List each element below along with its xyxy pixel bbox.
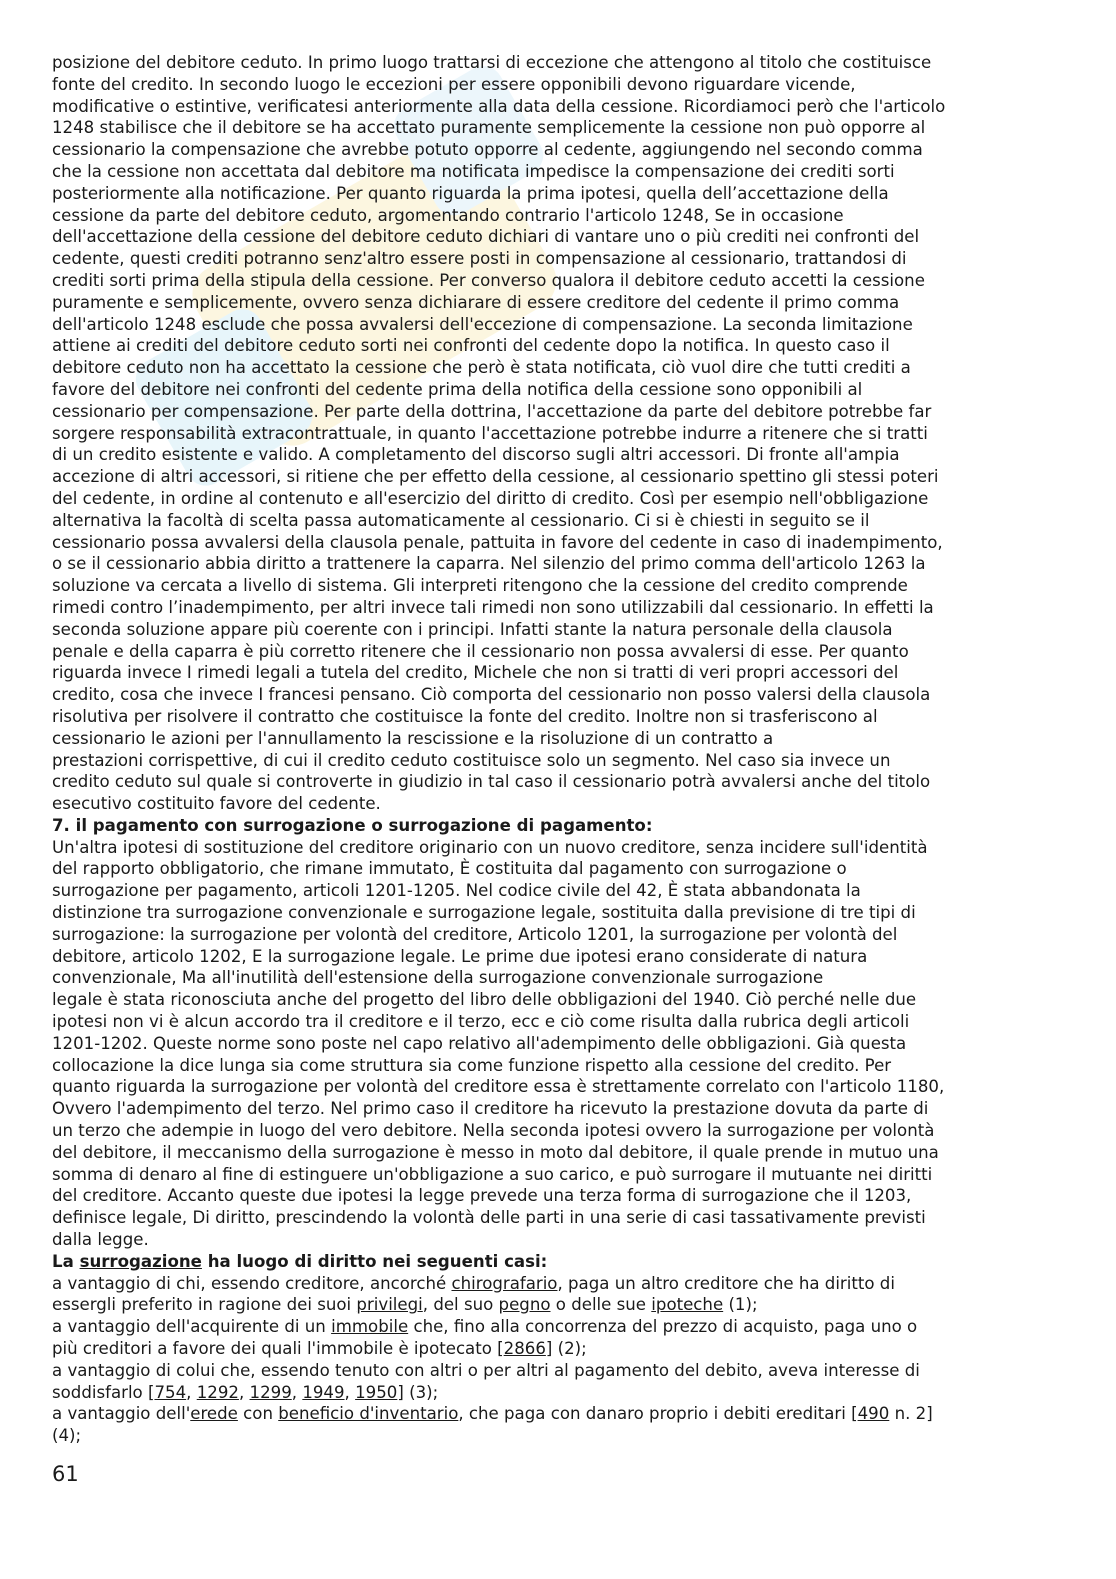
text-line: o se il cessionario abbia diritto a trattenere la caparra. Nel silenzio del primo comma dell'articolo 1263 la bbox=[52, 554, 926, 574]
list-line bbox=[52, 1273, 1062, 1295]
text-line: penale e della caparra è più corretto ritenere che il cessionario non possa avvalersi di esse. Per quanto bbox=[52, 641, 909, 661]
list-line bbox=[52, 1360, 1062, 1382]
list-text-segment: , che paga con danaro proprio i debiti ereditari [ bbox=[458, 1404, 858, 1424]
list-text-segment: , bbox=[344, 1382, 356, 1402]
list-line bbox=[52, 1294, 1062, 1316]
text-line: crediti sorti prima della stipula della cessione. Per converso qualora il debitore ceduto accetti la cessione bbox=[52, 270, 925, 290]
list-text-segment: , paga un altro creditore che ha diritto di bbox=[557, 1273, 895, 1293]
text-line: surrogazione per pagamento, articoli 1201-1205. Nel codice civile del 42, È stata abbandonata la bbox=[52, 881, 861, 901]
text-line: cedente, questi crediti potranno senz'altro essere posti in compensazione al cessionario, trattandosi di bbox=[52, 249, 907, 269]
reference-link[interactable]: 1950 bbox=[355, 1382, 398, 1402]
text-line: posizione del debitore ceduto. In primo luogo trattarsi di eccezione che attengono al titolo che costituisce bbox=[52, 53, 932, 72]
text-line: prestazioni corrispettive, di cui il credito ceduto costituisce solo un segmento. Nel caso sia invece un bbox=[52, 750, 891, 770]
reference-link[interactable]: immobile bbox=[331, 1317, 409, 1337]
list-text-segment: ] (3); bbox=[397, 1382, 439, 1402]
list-line bbox=[52, 1403, 1062, 1425]
reference-link[interactable]: 1292 bbox=[196, 1382, 239, 1402]
text-line: accezione di altri accessori, si ritiene che per effetto della cessione, al cessionario spettino gli stessi poteri bbox=[52, 467, 939, 487]
text-line: cessionario per compensazione. Per parte della dottrina, l'accettazione da parte del debitore potrebbe far bbox=[52, 401, 932, 421]
text-line: fonte del credito. In secondo luogo le eccezioni per essere opponibili devono riguardare vicende, bbox=[52, 74, 856, 94]
reference-link[interactable]: 1299 bbox=[249, 1382, 292, 1402]
reference-link[interactable]: 490 bbox=[857, 1404, 890, 1424]
text-line: cessionario la compensazione che avrebbe potuto opporre al cedente, aggiungendo nel secondo comma bbox=[52, 140, 923, 160]
list-heading-post: ha luogo di diritto nei seguenti casi: bbox=[201, 1251, 548, 1271]
text-line: riguarda invece I rimedi legali a tutela del credito, Michele che non si tratti di veri propri accessori del bbox=[52, 663, 899, 683]
text-line: 1248 stabilisce che il debitore se ha accettato puramente semplicemente la cessione non può opporre al bbox=[52, 118, 926, 138]
text-line: 1201-1202. Queste norme sono poste nel capo relativo all'adempimento delle obbligazioni. Già questa bbox=[52, 1033, 907, 1053]
text-line: surrogazione: la surrogazione per volontà del creditore, Articolo 1201, la surrogazione per volontà del bbox=[52, 924, 898, 944]
list-line bbox=[52, 1425, 1062, 1447]
cases-list bbox=[52, 1273, 1062, 1447]
list-text-segment: (4); bbox=[52, 1426, 82, 1446]
list-text-segment: a vantaggio dell' bbox=[52, 1404, 191, 1424]
list-line bbox=[52, 1382, 1062, 1404]
text-line: quanto riguarda la surrogazione per volontà del creditore essa è strettamente correlato con l'articolo 1180, bbox=[52, 1077, 945, 1097]
text-line: cessione da parte del debitore ceduto, argomentando contrario l'articolo 1248, Se in occasione bbox=[52, 205, 844, 225]
list-text-segment: , bbox=[186, 1382, 197, 1402]
list-heading bbox=[52, 1251, 1062, 1273]
text-line: seconda soluzione appare più coerente con i principi. Infatti stante la natura personale della clausola bbox=[52, 619, 893, 639]
text-line: credito ceduto sul quale si controverte in giudizio in tal caso il cessionario potrà avvalersi anche del titolo bbox=[52, 772, 931, 792]
text-line: del creditore. Accanto queste due ipotesi la legge prevede una terza forma di surrogazione che il 1203, bbox=[52, 1186, 912, 1206]
text-line: posteriormente alla notificazione. Per quanto riguarda la prima ipotesi, quella dell’accettazione della bbox=[52, 183, 889, 203]
text-line: del rapporto obbligatorio, che rimane immutato, È costituita dal pagamento con surrogazione o bbox=[52, 859, 847, 879]
list-heading-pre: La bbox=[52, 1251, 80, 1271]
text-line: Un'altra ipotesi di sostituzione del creditore originario con un nuovo creditore, senza incidere sull'identità bbox=[52, 837, 928, 857]
list-text-segment: (1); bbox=[723, 1295, 758, 1315]
text-line: cessionario le azioni per l'annullamento la rescissione e la risoluzione di un contratto a bbox=[52, 728, 774, 748]
text-line: rimedi contro l’inadempimento, per altri invece tali rimedi non sono utilizzabili dal cessionario. In effetti la bbox=[52, 597, 934, 617]
reference-link[interactable]: beneficio d'inventario bbox=[278, 1404, 459, 1424]
text-line: distinzione tra surrogazione convenzionale e surrogazione legale, sostituita dalla previsione di tre tipi di bbox=[52, 903, 916, 923]
list-line bbox=[52, 1338, 1062, 1360]
text-line: alternativa la facoltà di scelta passa automaticamente al cessionario. Ci si è chiesti in seguito se il bbox=[52, 510, 870, 530]
reference-link[interactable]: privilegi bbox=[356, 1295, 423, 1315]
text-line: cessionario possa avvalersi della clausola penale, pattuita in favore del cedente in caso di inadempimento, bbox=[52, 532, 943, 552]
text-line: soluzione va cercata a livello di sistema. Gli interpreti ritengono che la cessione del credito comprende bbox=[52, 576, 908, 596]
reference-link[interactable]: erede bbox=[190, 1404, 238, 1424]
list-text-segment: con bbox=[237, 1404, 279, 1424]
list-text-segment: a vantaggio dell'acquirente di un bbox=[52, 1317, 332, 1337]
section-paragraph bbox=[52, 837, 1062, 1251]
text-line: sorgere responsabilità extracontrattuale, in quanto l'accettazione potrebbe indurre a ritenere che si tratti bbox=[52, 423, 928, 443]
text-line: dell'accettazione della cessione del debitore ceduto dichiari di vantare uno o più crediti nei confronti del bbox=[52, 227, 920, 247]
text-line: del cedente, in ordine al contenuto e all'esercizio del diritto di credito. Così per esempio nell'obbligazione bbox=[52, 488, 929, 508]
list-text-segment: , bbox=[238, 1382, 250, 1402]
reference-link[interactable]: 754 bbox=[154, 1382, 187, 1402]
text-line: del debitore, il meccanismo della surrogazione è messo in moto dal debitore, il quale prende in mutuo una bbox=[52, 1142, 939, 1162]
reference-link[interactable]: 2866 bbox=[503, 1339, 546, 1359]
text-line: esecutivo costituito favore del cedente. bbox=[52, 794, 381, 814]
list-text-segment: a vantaggio di chi, essendo creditore, ancorché bbox=[52, 1273, 452, 1293]
list-text-segment: , bbox=[291, 1382, 303, 1402]
text-line: puramente e semplicemente, ovvero senza dichiarare di essere creditore del cedente il primo comma bbox=[52, 292, 900, 312]
text-line: un terzo che adempie in luogo del vero debitore. Nella seconda ipotesi ovvero la surrogazione per volontà bbox=[52, 1121, 935, 1141]
text-line: attiene ai crediti del debitore ceduto sorti nei confronti del cedente dopo la notifica. In questo caso il bbox=[52, 336, 890, 356]
text-line: debitore ceduto non ha accettato la cessione che però è stata notificata, ciò vuol dire che tutti crediti a bbox=[52, 358, 911, 378]
text-line: dell'articolo 1248 esclude che possa avvalersi dell'eccezione di compensazione. La seconda limitazione bbox=[52, 314, 913, 334]
surrogazione-link[interactable]: surrogazione bbox=[79, 1251, 202, 1271]
text-line: modificative o estintive, verificatesi anteriormente alla data della cessione. Ricordiamoci però che l'articolo bbox=[52, 96, 946, 116]
list-text-segment: essergli preferito in ragione dei suoi bbox=[52, 1295, 357, 1315]
body-paragraph bbox=[52, 52, 1062, 815]
text-line: debitore, articolo 1202, E la surrogazione legale. Le prime due ipotesi erano considerate di natura bbox=[52, 946, 868, 966]
list-text-segment: o delle sue bbox=[550, 1295, 652, 1315]
text-line: di un credito esistente e valido. A completamento del discorso sugli altri accessori. Di fronte all'ampia bbox=[52, 445, 900, 465]
text-line: convenzionale, Ma all'inutilità dell'estensione della surrogazione convenzionale surrogazione bbox=[52, 968, 824, 988]
page-number: 61 bbox=[52, 1462, 79, 1486]
list-line bbox=[52, 1316, 1062, 1338]
text-line: ipotesi non vi è alcun accordo tra il creditore e il terzo, ecc e ciò come risulta dalla rubrica degli articoli bbox=[52, 1012, 910, 1032]
text-line: somma di denaro al fine di estinguere un'obbligazione a suo carico, e può surrogare il mutuante nei diritti bbox=[52, 1164, 933, 1184]
list-text-segment: a vantaggio di colui che, essendo tenuto con altri o per altri al pagamento del debito, aveva interesse di bbox=[52, 1360, 920, 1380]
list-text-segment: soddisfarlo [ bbox=[52, 1382, 155, 1402]
list-text-segment: che, fino alla concorrenza del prezzo di acquisto, paga uno o bbox=[408, 1317, 918, 1337]
text-line: definisce legale, Di diritto, prescindendo la volontà delle parti in una serie di casi tassativamente previsti bbox=[52, 1208, 926, 1228]
text-line: Ovvero l'adempimento del terzo. Nel primo caso il creditore ha ricevuto la prestazione dovuta da parte di bbox=[52, 1099, 929, 1119]
text-line: legale è stata riconosciuta anche del progetto del libro delle obbligazioni del 1940. Ciò perché nelle due bbox=[52, 990, 917, 1010]
reference-link[interactable]: 1949 bbox=[302, 1382, 345, 1402]
text-line: favore del debitore nei confronti del cedente prima della notifica della cessione sono opponibili al bbox=[52, 379, 863, 399]
reference-link[interactable]: ipoteche bbox=[651, 1295, 724, 1315]
text-line: dalla legge. bbox=[52, 1230, 149, 1250]
list-text-segment: n. 2] bbox=[889, 1404, 933, 1424]
text-line: credito, cosa che invece I francesi pensano. Ciò comporta del cessionario non posso valersi della clausola bbox=[52, 685, 931, 705]
text-line: che la cessione non accettata dal debitore ma notificata impedisce la compensazione dei crediti sorti bbox=[52, 161, 895, 181]
reference-link[interactable]: pegno bbox=[498, 1295, 551, 1315]
text-line: collocazione la dice lunga sia come struttura sia come funzione rispetto alla cessione del credito. Per bbox=[52, 1055, 892, 1075]
text-line: risolutiva per risolvere il contratto che costituisce la fonte del credito. Inoltre non si trasferiscono al bbox=[52, 706, 878, 726]
list-text-segment: ] (2); bbox=[545, 1339, 587, 1359]
reference-link[interactable]: chirografario bbox=[451, 1273, 558, 1293]
list-text-segment: , del suo bbox=[422, 1295, 499, 1315]
document-page bbox=[52, 52, 1062, 1447]
list-text-segment: più creditori a favore dei quali l'immobile è ipotecato [ bbox=[52, 1339, 504, 1359]
section-heading: 7. il pagamento con surrogazione o surrogazione di pagamento: bbox=[52, 815, 653, 835]
